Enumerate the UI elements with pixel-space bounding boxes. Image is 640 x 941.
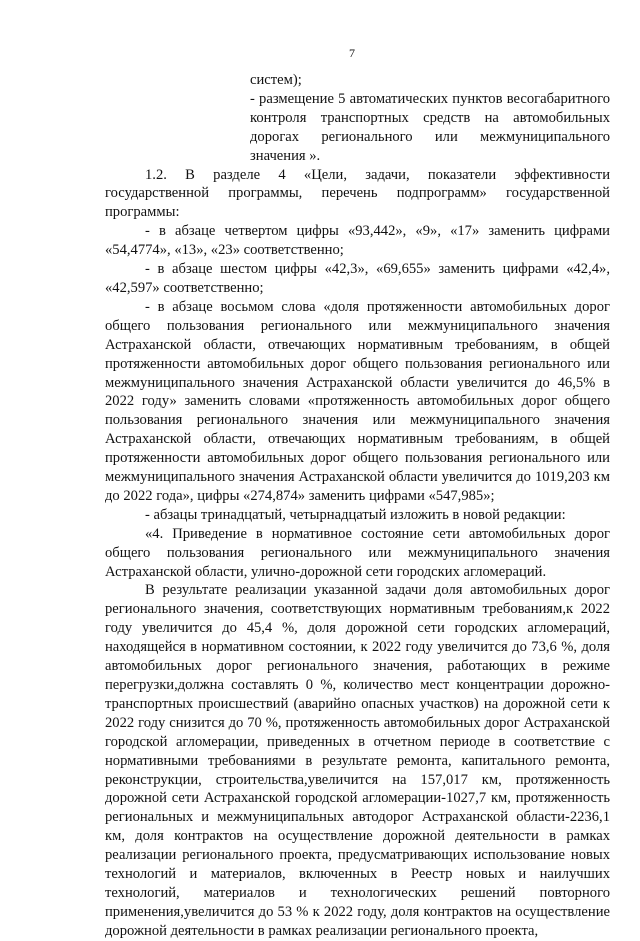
section-paragraph: 1.2. В разделе 4 «Цели, задачи, показатели эффективности государственной программы, перечень подпрограмм» государственной программы: (105, 166, 610, 221)
amendment-paragraph: - в абзаце шестом цифры «42,3», «69,655» заменить цифрами «42,4», «42,597» соответственно; (105, 261, 610, 296)
body-paragraph: В результате реализации указанной задачи доля автомобильных дорог регионального значения, соответствующих нормативным требованиям,к 2022 году увеличится до 45,4 %, доля дорожной сети городских агломераций, находящейся в нормативном состоянии, к 2022 году увеличится до 73,6 %, доля автомобильных дорог регионального значения, работающих в режиме перегрузки,должна составлять 0 %, количество мест концентрации дорожно-транспортных происшествий (аварийно опасных участков) на дорожной сети к 2022 году снизится до 70 %, протяженность автомобильных дорог Астраханской городской агломерации, приведенных в отчетном периоде в соответствие с нормативными требованиями в результате ремонта, капитального ремонта, реконструкции, строительства,увеличится на 157,017 км, протяженность дорожной сети Астраханской городской агломерации-1027,7 км, протяженность региональных и межмуниципальных автодорог Астраханской области-2236,1 км, доля контрактов на осуществление дорожной деятельности в рамках реализации регионального проекта, предусматривающих использование новых технологий и материалов, включенных в Реестр новых и наилучших технологий, материалов и технологических решений повторного применения,увеличится до 53 % к 2022 году, доля контрактов на осуществление дорожной деятельности в рамках реализации регионального проекта, (105, 582, 610, 939)
quoted-paragraph: «4. Приведение в нормативное состояние сети автомобильных дорог общего пользования регионального или межмуниципального значения Астраханской области, улично-дорожной сети городских агломераций. (105, 525, 610, 580)
amendment-paragraph: - в абзаце четвертом цифры «93,442», «9», «17» заменить цифрами «54,4774», «13», «23» соответственно; (105, 223, 610, 259)
amendment-paragraph: - абзацы тринадцатый, четырнадцатый изложить в новой редакции: (145, 506, 566, 523)
amendment-paragraph: - в абзаце восьмом слова «доля протяженности автомобильных дорог общего пользования регионального или межмуниципального значения Астраханской области, отвечающих нормативным требованиям, в общей протяженности автомобильных дорог общего пользования регионального или межмуниципального значения Астраханской области увеличится до 46,5% в 2022 году» заменить словами «протяженность автомобильных дорог общего пользования регионального значения или межмуниципального значения Астраханской области, отвечающих нормативным требованиям, в общей протяженности автомобильных дорог общего пользования регионального или межмуниципального значения Астраханской области увеличится до 1019,203 км до 2022 года», цифры «274,874» заменить цифрами «547,985»; (105, 298, 610, 504)
continued-list-item: - размещение 5 автоматических пунктов весогабаритного контроля транспортных средств на автомобильных дорогах регионального или межмуниципального значения ». (250, 90, 610, 164)
document-body (105, 71, 610, 941)
continued-list-item: систем); (250, 72, 302, 88)
page-number: 7 (349, 46, 355, 60)
